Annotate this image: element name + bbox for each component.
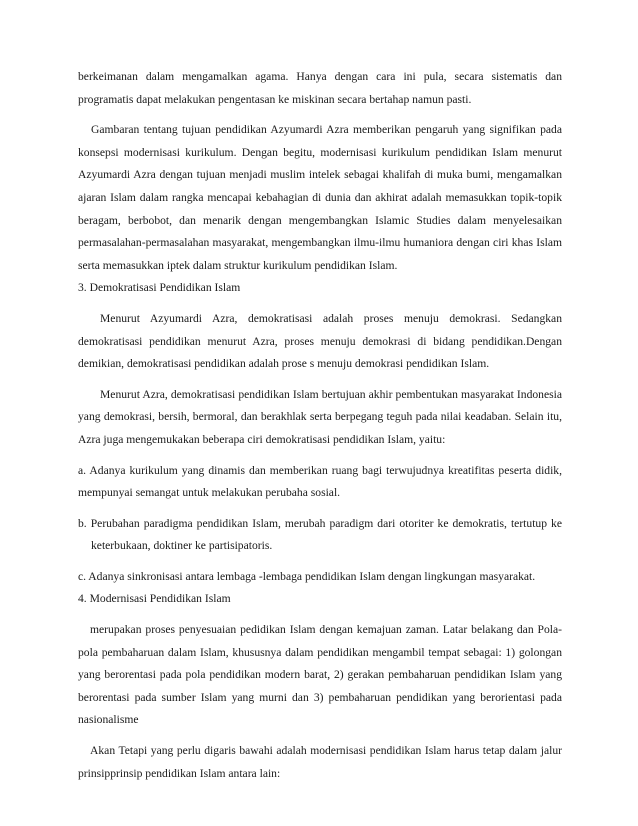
paragraph-democratization-definition: Menurut Azyumardi Azra, demokratisasi adalah proses menuju demokrasi. Sedangkan demokratisasi pendidikan menurut Azra, proses menuju demokrasi di bidang pendidikan.Dengan demikian, demokratisasi pendidikan adalah prose s menuju demokrasi pendidikan Islam. (78, 311, 562, 371)
list-item-c: c. Adanya sinkronisasi antara lembaga -lembaga pendidikan Islam dengan lingkungan masyarakat. (78, 569, 536, 583)
section-heading-democratization: 3. Demokratisasi Pendidikan Islam (78, 281, 241, 295)
paragraph-modernization-definition: merupakan proses penyesuaian pedidikan Islam dengan kemajuan zaman. Latar belakang dan Pola-pola pembaharuan dalam Islam, khususnya dalam pendidikan mengambil tempat sebagai: 1) golongan yang berorentasi pada pola pendidikan modern barat, 2) gerakan pembaharuan pendidikan Islam yang berorentasi pada sumber Islam yang murni dan 3) pembaharuan pendidikan yang berorientasi pada nasionalisme (78, 623, 562, 727)
paragraph-closing-previous: berkeimanan dalam mengamalkan agama. Hanya dengan cara ini pula, secara sistematis dan programatis dapat melakukan pengentasan ke miskinan secara bertahap namun pasti. (78, 70, 562, 106)
paragraph-modernization-principles: Akan Tetapi yang perlu digaris bawahi adalah modernisasi pendidikan Islam harus tetap dalam jalur prinsipprinsip pendidikan Islam antara lain: (78, 744, 562, 780)
document-page (78, 66, 562, 785)
list-item-a: a. Adanya kurikulum yang dinamis dan memberikan ruang bagi terwujudnya kreatifitas peserta didik, mempunyai semangat untuk melakukan perubaha sosial. (78, 463, 562, 500)
paragraph-democratization-goal: Menurut Azra, demokratisasi pendidikan Islam bertujuan akhir pembentukan masyarakat Indonesia yang demokrasi, bersih, bermoral, dan berakhlak serta berpegang teguh pada nilai keadaban. Selain itu, Azra juga mengemukakan beberapa ciri demokratisasi pendidikan Islam, yaitu: (78, 387, 562, 446)
section-heading-modernization: 4. Modernisasi Pendidikan Islam (78, 592, 231, 606)
list-item-b: b. Perubahan paradigma pendidikan Islam, merubah paradigm dari otoriter ke demokratis, tertutup ke keterbukaan, doktiner ke partisipatoris. (78, 516, 562, 553)
paragraph-curriculum-modernization: Gambaran tentang tujuan pendidikan Azyumardi Azra memberikan pengaruh yang signifikan pada konsepsi modernisasi kurikulum. Dengan begitu, modernisasi kurikulum pendidikan Islam menurut Azyumardi Azra dengan tujuan menjadi muslim intelek sebagai khalifah di muka bumi, mengamalkan ajaran Islam dalam rangka mencapai kebahagian di dunia dan akhirat adalah memasukkan topik-topik beragam, berbobot, dan menarik dengan mengembangkan Islamic Studies dalam menyelesaikan permasalahan-permasalahan masyarakat, mengembangkan ilmu-ilmu humaniora dengan ciri khas Islam serta memasukkan iptek dalam struktur kurikulum pendidikan Islam. (78, 123, 562, 272)
